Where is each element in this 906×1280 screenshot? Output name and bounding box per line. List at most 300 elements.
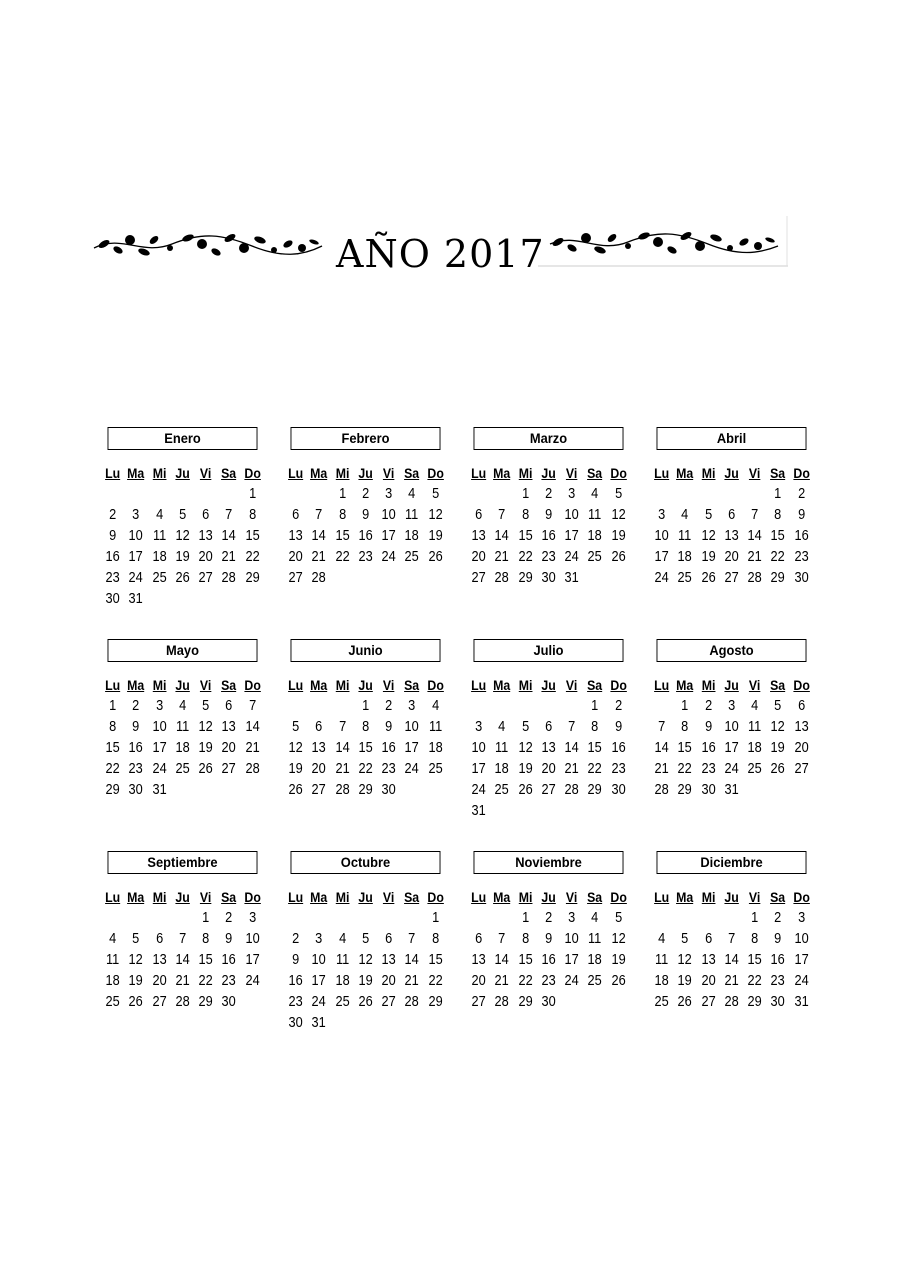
day-cell: 3 (568, 486, 576, 502)
day-cell: 16 (221, 952, 237, 968)
day-cell: 20 (471, 549, 486, 565)
day-cell: 4 (658, 931, 666, 947)
day-cell: 7 (178, 931, 186, 947)
weekday-label: Ma (127, 889, 145, 905)
month-name: Marzo (474, 427, 624, 450)
day-cell (219, 484, 239, 505)
day-cell: 9 (797, 507, 805, 523)
day-cell: 18 (175, 740, 190, 756)
weekday-label: Ma (493, 465, 511, 481)
day-cell: 16 (381, 740, 396, 756)
day-cell: 15 (358, 740, 373, 756)
day-cell: 5 (361, 931, 369, 947)
day-cell: 14 (654, 740, 669, 756)
day-cell: 13 (701, 952, 716, 968)
weekday-label: Do (244, 677, 261, 693)
floral-vine-right-icon (538, 216, 788, 268)
day-cell: 12 (518, 740, 533, 756)
day-cell: 25 (587, 973, 603, 989)
day-cell (561, 696, 581, 717)
day-cell (675, 484, 695, 505)
day-cell: 30 (221, 994, 237, 1010)
day-cell: 21 (494, 549, 510, 565)
day-cell: 12 (288, 740, 303, 756)
day-cell: 15 (518, 952, 533, 968)
day-cell: 23 (288, 994, 303, 1010)
weekday-label: Ju (724, 465, 739, 481)
weekday-label: Mi (701, 465, 716, 481)
day-cell: 19 (358, 973, 373, 989)
weekday-label: Do (610, 465, 627, 481)
week-row (284, 780, 447, 801)
day-cell: 6 (475, 507, 483, 523)
day-cell: 29 (105, 782, 120, 798)
day-cell: 19 (288, 761, 303, 777)
day-cell: 9 (544, 507, 552, 523)
day-cell: 23 (105, 570, 120, 586)
day-cell: 28 (245, 761, 260, 777)
day-cell: 28 (654, 782, 669, 798)
day-cell (425, 568, 445, 589)
day-table (650, 887, 813, 1013)
month-name: Mayo (108, 639, 258, 662)
weekday-label: Ju (724, 677, 739, 693)
day-cell: 28 (335, 782, 350, 798)
day-cell: 25 (677, 570, 693, 586)
day-cell: 11 (105, 952, 120, 968)
weekday-label: Ma (493, 889, 511, 905)
weekday-label: Sa (770, 465, 786, 481)
month-diciembre (650, 851, 813, 1063)
day-cell: 19 (518, 761, 533, 777)
day-cell (721, 908, 741, 929)
day-cell (651, 696, 671, 717)
day-cell: 20 (288, 549, 303, 565)
day-cell: 18 (335, 973, 350, 989)
day-cell: 31 (564, 570, 579, 586)
week-row (101, 589, 264, 610)
day-cell: 2 (797, 486, 805, 502)
day-cell: 12 (428, 507, 443, 523)
day-cell: 17 (152, 740, 167, 756)
day-cell: 5 (774, 698, 782, 714)
title-banner (0, 212, 906, 282)
day-cell: 31 (152, 782, 167, 798)
day-cell: 23 (611, 761, 626, 777)
weekday-label: Do (427, 465, 444, 481)
day-cell: 9 (704, 719, 712, 735)
day-cell: 19 (428, 528, 443, 544)
day-cell: 11 (678, 528, 692, 544)
day-cell: 17 (794, 952, 809, 968)
weekday-header-row (650, 675, 813, 696)
day-cell (309, 696, 329, 717)
week-row (284, 759, 447, 780)
day-cell: 4 (591, 910, 599, 926)
day-cell: 24 (381, 549, 396, 565)
day-cell (492, 484, 512, 505)
month-name: Diciembre (657, 851, 807, 874)
day-cell (468, 908, 488, 929)
day-cell: 4 (178, 698, 186, 714)
day-cell: 4 (338, 931, 346, 947)
day-cell: 25 (152, 570, 167, 586)
week-row (467, 908, 630, 929)
day-cell: 12 (198, 719, 213, 735)
day-table (467, 887, 630, 1013)
day-cell: 18 (494, 761, 510, 777)
day-cell: 27 (311, 782, 327, 798)
month-marzo (467, 427, 630, 639)
day-cell: 24 (724, 761, 739, 777)
day-cell: 10 (724, 719, 739, 735)
day-cell: 18 (654, 973, 669, 989)
day-cell (285, 484, 305, 505)
day-cell: 9 (614, 719, 622, 735)
day-cell: 18 (105, 973, 120, 989)
day-cell: 5 (178, 507, 186, 523)
weekday-label: Mi (335, 677, 350, 693)
day-cell: 28 (564, 782, 579, 798)
month-name: Febrero (291, 427, 441, 450)
day-cell: 29 (198, 994, 213, 1010)
day-cell: 29 (518, 570, 533, 586)
day-cell: 21 (335, 761, 350, 777)
day-table (101, 463, 264, 610)
day-cell: 30 (794, 570, 809, 586)
day-cell (102, 484, 122, 505)
week-row (101, 717, 264, 738)
day-cell: 18 (587, 528, 603, 544)
month-abril (650, 427, 813, 639)
day-cell: 8 (521, 507, 529, 523)
day-cell: 23 (381, 761, 396, 777)
week-row (101, 568, 264, 589)
day-cell: 8 (248, 507, 256, 523)
day-cell: 28 (494, 570, 510, 586)
day-cell: 14 (221, 528, 237, 544)
day-cell: 4 (681, 507, 689, 523)
week-row (650, 717, 813, 738)
day-cell: 6 (225, 698, 233, 714)
day-cell (744, 780, 764, 801)
day-cell: 9 (385, 719, 393, 735)
weekday-label: Vi (748, 677, 761, 693)
day-cell: 5 (202, 698, 210, 714)
weekday-label: Lu (471, 465, 487, 481)
day-cell: 8 (751, 931, 759, 947)
day-cell: 7 (498, 931, 506, 947)
day-cell: 21 (404, 973, 420, 989)
day-cell: 27 (471, 994, 486, 1010)
weekday-header-row (101, 675, 264, 696)
day-cell: 5 (431, 486, 439, 502)
weekday-label: Sa (404, 677, 420, 693)
day-cell: 13 (471, 528, 486, 544)
week-row (101, 992, 264, 1013)
day-cell: 26 (701, 570, 716, 586)
day-cell: 9 (225, 931, 233, 947)
week-row (467, 526, 630, 547)
day-cell: 31 (311, 1015, 327, 1031)
weekday-label: Ju (541, 465, 556, 481)
day-cell: 22 (518, 549, 533, 565)
day-cell: 1 (338, 486, 346, 502)
week-row (467, 971, 630, 992)
week-row (101, 950, 264, 971)
day-cell: 26 (770, 761, 786, 777)
weekday-label: Vi (199, 889, 212, 905)
day-cell: 23 (794, 549, 809, 565)
day-cell: 5 (132, 931, 140, 947)
day-cell: 16 (701, 740, 716, 756)
weekday-header-row (284, 887, 447, 908)
day-cell: 1 (681, 698, 689, 714)
weekday-header-row (467, 887, 630, 908)
page-title: AÑO 2017 (336, 232, 545, 276)
day-cell (172, 780, 192, 801)
day-cell: 18 (747, 740, 762, 756)
day-cell: 24 (654, 570, 669, 586)
day-cell: 10 (654, 528, 669, 544)
day-cell: 25 (335, 994, 350, 1010)
day-cell: 4 (408, 486, 416, 502)
day-cell (285, 908, 305, 929)
day-cell: 20 (381, 973, 396, 989)
day-cell: 24 (128, 570, 144, 586)
day-cell: 13 (221, 719, 237, 735)
day-cell: 21 (221, 549, 237, 565)
week-row (650, 992, 813, 1013)
day-cell: 1 (202, 910, 210, 926)
day-cell (791, 780, 811, 801)
day-cell: 9 (132, 719, 140, 735)
day-cell: 23 (541, 973, 556, 989)
day-cell (309, 908, 329, 929)
day-cell: 7 (225, 507, 233, 523)
week-row (650, 950, 813, 971)
day-cell (538, 696, 558, 717)
day-cell: 18 (152, 549, 167, 565)
day-cell (675, 908, 695, 929)
month-name: Septiembre (108, 851, 258, 874)
week-row (467, 696, 630, 717)
day-cell (242, 589, 262, 610)
day-cell (585, 801, 605, 822)
day-cell: 19 (198, 740, 213, 756)
day-cell: 24 (564, 549, 579, 565)
day-cell: 17 (564, 952, 579, 968)
day-cell: 8 (109, 719, 117, 735)
day-cell: 23 (358, 549, 373, 565)
day-cell: 2 (225, 910, 233, 926)
day-cell: 8 (338, 507, 346, 523)
day-cell: 5 (292, 719, 300, 735)
month-noviembre (467, 851, 630, 1063)
weekday-label: Sa (587, 465, 603, 481)
weekday-label: Ma (493, 677, 511, 693)
day-cell (402, 1013, 422, 1034)
day-cell: 26 (611, 973, 626, 989)
weekday-header-row (650, 887, 813, 908)
day-cell (402, 908, 422, 929)
month-junio (284, 639, 447, 851)
weekday-label: Do (427, 677, 444, 693)
day-cell: 16 (105, 549, 120, 565)
day-cell (425, 780, 445, 801)
month-julio (467, 639, 630, 851)
day-cell: 2 (704, 698, 712, 714)
day-cell: 12 (128, 952, 144, 968)
day-cell (242, 780, 262, 801)
day-cell: 27 (198, 570, 213, 586)
day-cell: 29 (747, 994, 762, 1010)
week-row (101, 780, 264, 801)
day-cell (195, 484, 215, 505)
weekday-label: Mi (335, 465, 350, 481)
month-agosto (650, 639, 813, 851)
day-cell: 13 (381, 952, 396, 968)
day-cell (468, 696, 488, 717)
day-cell: 24 (471, 782, 486, 798)
day-cell: 23 (701, 761, 716, 777)
week-row (101, 738, 264, 759)
day-cell (585, 568, 605, 589)
week-row (467, 801, 630, 822)
weekday-label: Lu (288, 889, 304, 905)
day-table (284, 887, 447, 1034)
day-cell: 21 (747, 549, 762, 565)
day-cell: 25 (404, 549, 420, 565)
weekday-label: Mi (152, 465, 167, 481)
month-octubre (284, 851, 447, 1063)
day-cell: 26 (611, 549, 626, 565)
day-cell: 7 (315, 507, 323, 523)
day-cell: 30 (541, 570, 556, 586)
day-cell: 8 (431, 931, 439, 947)
week-row (284, 568, 447, 589)
day-cell: 1 (109, 698, 117, 714)
day-cell: 16 (541, 952, 556, 968)
day-cell: 8 (681, 719, 689, 735)
week-row (467, 929, 630, 950)
day-cell: 22 (587, 761, 603, 777)
day-cell: 15 (518, 528, 533, 544)
day-cell: 26 (175, 570, 190, 586)
day-cell: 10 (381, 507, 396, 523)
day-cell (402, 568, 422, 589)
day-cell (195, 589, 215, 610)
weekday-label: Vi (748, 889, 761, 905)
day-cell: 4 (109, 931, 117, 947)
weekday-label: Mi (518, 677, 533, 693)
week-row (284, 526, 447, 547)
day-cell: 14 (175, 952, 190, 968)
month-febrero (284, 427, 447, 639)
day-cell: 23 (221, 973, 237, 989)
day-cell: 10 (794, 931, 809, 947)
day-cell: 28 (404, 994, 420, 1010)
weekday-label: Ju (358, 465, 373, 481)
weekday-label: Do (244, 465, 261, 481)
day-cell: 16 (128, 740, 144, 756)
weekday-label: Mi (152, 889, 167, 905)
week-row (101, 929, 264, 950)
day-cell: 2 (544, 486, 552, 502)
day-cell: 29 (587, 782, 603, 798)
day-cell (126, 908, 146, 929)
day-cell: 6 (797, 698, 805, 714)
day-cell: 29 (358, 782, 373, 798)
day-cell: 21 (494, 973, 510, 989)
day-cell: 5 (681, 931, 689, 947)
weekday-label: Vi (382, 465, 395, 481)
day-cell: 1 (774, 486, 782, 502)
day-cell: 16 (611, 740, 626, 756)
day-cell: 16 (358, 528, 373, 544)
weekday-label: Lu (654, 677, 670, 693)
day-cell: 15 (747, 952, 762, 968)
day-cell: 1 (521, 910, 529, 926)
day-cell: 4 (498, 719, 506, 735)
day-cell (538, 801, 558, 822)
day-cell: 14 (494, 528, 510, 544)
day-cell: 11 (335, 952, 349, 968)
day-cell: 13 (794, 719, 809, 735)
day-cell: 17 (245, 952, 260, 968)
day-cell: 17 (564, 528, 579, 544)
day-cell (149, 484, 169, 505)
weekday-label: Ju (358, 677, 373, 693)
day-cell: 7 (727, 931, 735, 947)
week-row (284, 971, 447, 992)
weekday-label: Sa (404, 889, 420, 905)
weekday-label: Sa (221, 465, 237, 481)
day-cell: 21 (564, 761, 579, 777)
day-cell: 1 (248, 486, 256, 502)
week-row (650, 568, 813, 589)
day-cell: 19 (770, 740, 786, 756)
week-row (467, 780, 630, 801)
day-cell (651, 908, 671, 929)
day-cell: 6 (155, 931, 163, 947)
weekday-label: Sa (770, 677, 786, 693)
day-cell: 12 (358, 952, 373, 968)
day-cell: 3 (797, 910, 805, 926)
month-name: Junio (291, 639, 441, 662)
day-cell: 21 (724, 973, 739, 989)
weekday-label: Ju (541, 889, 556, 905)
day-cell (195, 780, 215, 801)
day-cell: 2 (109, 507, 117, 523)
day-cell: 31 (724, 782, 739, 798)
weekday-label: Ma (127, 677, 145, 693)
day-cell: 31 (128, 591, 144, 607)
day-cell (355, 908, 375, 929)
day-cell: 20 (152, 973, 167, 989)
day-cell: 9 (544, 931, 552, 947)
day-table (467, 675, 630, 822)
weekday-label: Mi (518, 889, 533, 905)
day-cell (468, 484, 488, 505)
day-cell: 3 (315, 931, 323, 947)
weekday-label: Vi (565, 465, 578, 481)
week-row (284, 696, 447, 717)
day-cell: 20 (198, 549, 213, 565)
month-mayo (101, 639, 264, 851)
weekday-label: Sa (221, 677, 237, 693)
day-cell (561, 992, 581, 1013)
